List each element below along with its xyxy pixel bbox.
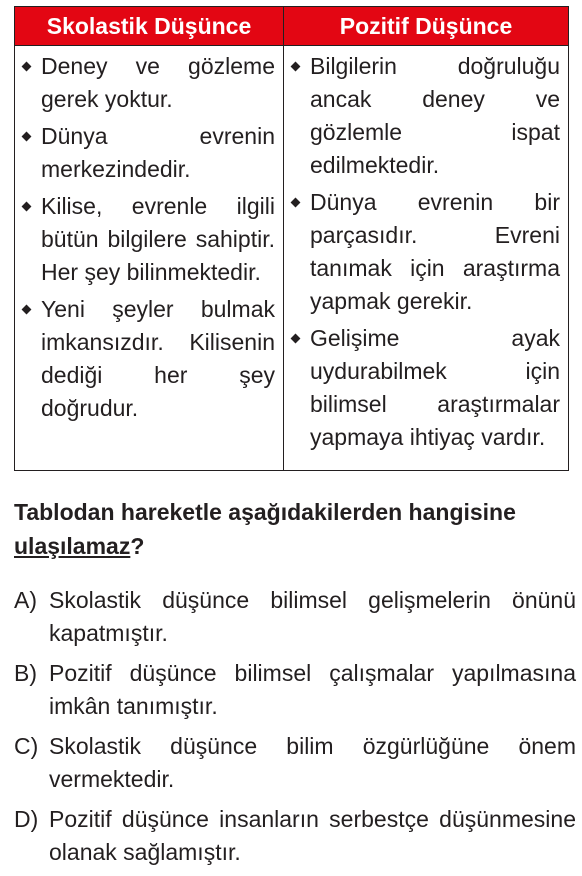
- question-emphasis: ulaşılamaz: [14, 533, 131, 559]
- list-item: [290, 322, 560, 454]
- option-b[interactable]: [14, 657, 576, 723]
- question-stem: [14, 495, 574, 563]
- item-text: Kilise, evrenle ilgili bütün bilgilere sahiptir. Her şey bilinmektedir.: [41, 193, 275, 285]
- option-text: Pozitif düşünce insanların serbestçe düşünmesine olanak sağlamıştır.: [49, 806, 576, 865]
- option-a[interactable]: [14, 584, 576, 650]
- skolastik-cell: [15, 46, 284, 471]
- pozitif-list: [290, 50, 560, 454]
- item-text: Gelişime ayak uydurabilmek için bilimsel araştırmalar yapmaya ihtiyaç vardır.: [310, 325, 560, 450]
- comparison-table: [14, 6, 569, 471]
- item-text: Yeni şeyler bulmak imkansızdır. Kilisenin dediği her şey doğrudur.: [41, 296, 275, 421]
- header-pozitif: Pozitif Düşünce: [284, 7, 569, 46]
- diamond-bullet-icon: [22, 62, 32, 72]
- list-item: [21, 190, 275, 289]
- question-text: Tablodan hareketle aşağıdakilerden hangisine: [14, 499, 516, 525]
- pozitif-cell: [284, 46, 569, 471]
- list-item: [290, 186, 560, 318]
- answer-options: [14, 584, 576, 876]
- item-text: Dünya evrenin bir parçasıdır. Evreni tanımak için araştırma yapmak gerekir.: [310, 189, 560, 314]
- item-text: Deney ve gözleme gerek yoktur.: [41, 53, 275, 112]
- skolastik-list: [21, 50, 275, 425]
- question-mark: ?: [130, 533, 145, 559]
- option-text: Skolastik düşünce bilim özgürlüğüne önem vermektedir.: [49, 733, 576, 792]
- option-letter: C): [14, 733, 39, 759]
- table-body-row: [15, 46, 569, 471]
- list-item: [21, 120, 275, 186]
- diamond-bullet-icon: [22, 305, 32, 315]
- option-letter: A): [14, 587, 37, 613]
- option-letter: D): [14, 806, 39, 832]
- option-letter: B): [14, 660, 37, 686]
- header-skolastik: Skolastik Düşünce: [15, 7, 284, 46]
- diamond-bullet-icon: [22, 132, 32, 142]
- item-text: Dünya evrenin merkezindedir.: [41, 123, 275, 182]
- list-item: [290, 50, 560, 182]
- diamond-bullet-icon: [291, 198, 301, 208]
- table-header-row: [15, 7, 569, 46]
- list-item: [21, 293, 275, 425]
- diamond-bullet-icon: [291, 62, 301, 72]
- list-item: [21, 50, 275, 116]
- option-text: Skolastik düşünce bilimsel gelişmelerin önünü kapatmıştır.: [49, 587, 576, 646]
- diamond-bullet-icon: [291, 334, 301, 344]
- diamond-bullet-icon: [22, 202, 32, 212]
- option-c[interactable]: [14, 730, 576, 796]
- item-text: Bilgilerin doğruluğu ancak deney ve gözlemle ispat edilmektedir.: [310, 53, 560, 178]
- option-text: Pozitif düşünce bilimsel çalışmalar yapılmasına imkân tanımıştır.: [49, 660, 576, 719]
- option-d[interactable]: [14, 803, 576, 869]
